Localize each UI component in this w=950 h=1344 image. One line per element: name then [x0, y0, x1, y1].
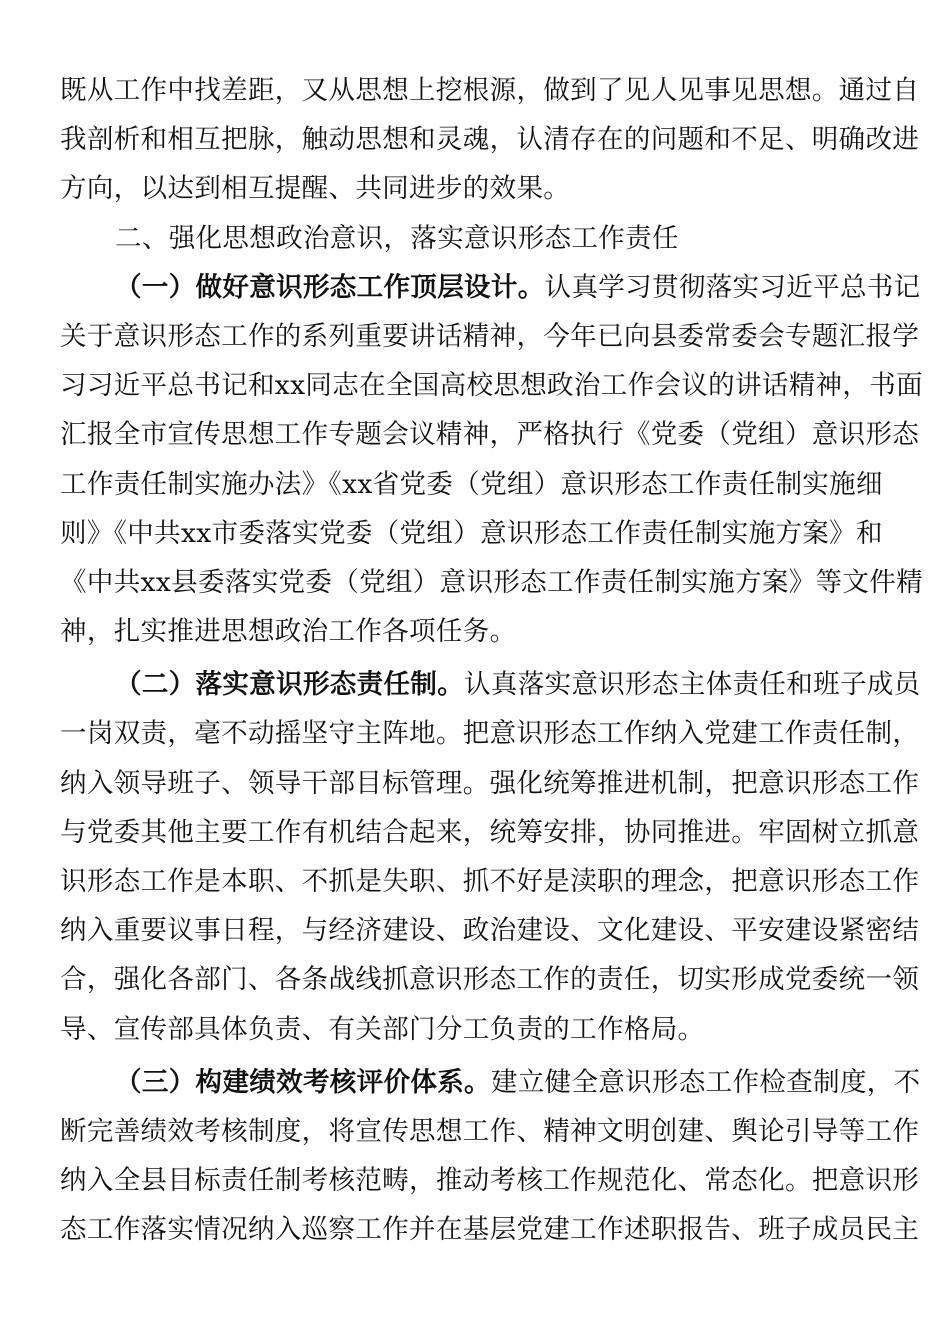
paragraph-line: 方向，以达到相互提醒、共同进步的效果。 — [60, 173, 571, 205]
paragraph-2 — [60, 263, 923, 657]
paragraph-line: 纳入全县目标责任制考核范畴，推动考核工作规范化、常态化。把意识形 — [60, 1165, 920, 1197]
paragraph-first-line-rest: 认真学习贯彻落实习近平总书记 — [544, 271, 921, 303]
paragraph-line: 汇报全市宣传思想工作专题会议精神，严格执行《党委（党组）意识形态 — [60, 419, 920, 451]
document-body — [60, 66, 923, 1255]
paragraph-line: 则》《中共xx市委落实党委（党组）意识形态工作责任制实施方案》和 — [60, 517, 883, 549]
paragraph-line: 一岗双责，毫不动摇坚守主阵地。把意识形态工作纳入党建工作责任制， — [60, 718, 920, 750]
paragraph-line: 导、宣传部具体负责、有关部门分工负责的工作格局。 — [60, 1013, 705, 1045]
subheading-lead: （一）做好意识形态工作顶层设计。 — [115, 271, 545, 303]
paragraph-line: 识形态工作是本职、不抓是失职、抓不好是渎职的理念，把意识形态工作 — [60, 866, 920, 897]
paragraph-line: 与党委其他主要工作有机结合起来，统筹安排，协同推进。牢固树立抓意 — [60, 816, 920, 848]
paragraph-line: 纳入领导班子、领导干部目标管理。强化统筹推进机制，把意识形态工作 — [60, 767, 920, 799]
paragraph-line: 《中共xx县委落实党委（党组）意识形态工作责任制实施方案》等文件精 — [60, 566, 923, 598]
paragraph-line: 纳入重要议事日程，与经济建设、政治建设、文化建设、平安建设紧密结 — [60, 915, 920, 947]
subheading-lead: （二）落实意识形态责任制。 — [115, 669, 465, 701]
paragraph-line: 态工作落实情况纳入巡察工作并在基层党建工作述职报告、班子成员民主 — [60, 1214, 920, 1246]
paragraph-line: 工作责任制实施办法》《xx省党委（党组）意识形态工作责任制实施细 — [60, 468, 883, 500]
paragraph-line: 习习近平总书记和xx同志在全国高校思想政治工作会议的讲话精神，书面 — [60, 370, 923, 402]
paragraph-line: 关于意识形态工作的系列重要讲话精神，今年已向县委常委会专题汇报学 — [60, 320, 920, 352]
paragraph-line: 神，扎实推进思想政治工作各项任务。 — [60, 616, 517, 648]
paragraph-3 — [60, 660, 921, 1054]
paragraph-line: 我剖析和相互把脉，触动思想和灵魂，认清存在的问题和不足、明确改进 — [60, 124, 920, 156]
paragraph-first-line — [60, 660, 921, 709]
paragraph-line: 断完善绩效考核制度，将宣传思想工作、精神文明创建、舆论引导等工作 — [60, 1115, 920, 1147]
paragraph-1 — [60, 66, 920, 214]
paragraph-line: 合，强化各部门、各条战线抓意识形态工作的责任，切实形成党委统一领 — [60, 964, 920, 996]
paragraph-4 — [60, 1058, 921, 1255]
paragraph-first-line — [60, 1058, 921, 1107]
subheading-lead: （三）构建绩效考核评价体系。 — [115, 1066, 491, 1098]
paragraph-first-line — [60, 263, 921, 312]
section-heading — [60, 214, 882, 263]
section-heading-text: 二、强化思想政治意识，落实意识形态工作责任 — [115, 222, 679, 254]
paragraph-first-line-rest: 建立健全意识形态工作检查制度，不 — [490, 1066, 921, 1098]
paragraph-first-line-rest: 认真落实意识形态主体责任和班子成员 — [464, 669, 921, 701]
paragraph-line: 既从工作中找差距，又从思想上挖根源，做到了见人见事见思想。通过自 — [60, 75, 920, 106]
